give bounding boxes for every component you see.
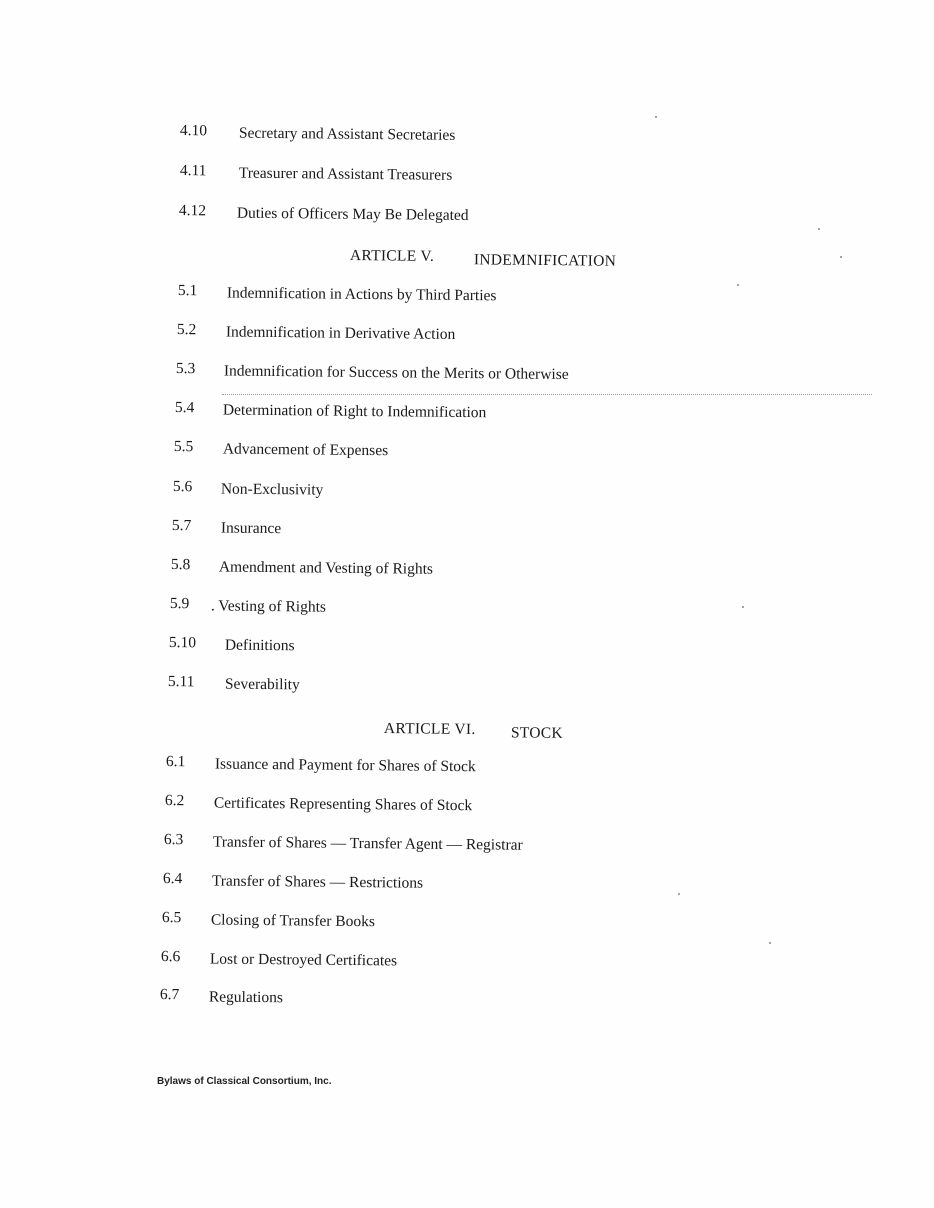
section-title: Secretary and Assistant Secretaries — [238, 124, 456, 144]
section-number: 6.3 — [163, 831, 184, 849]
section-title: Indemnification in Actions by Third Parties — [226, 284, 497, 305]
section-title: Indemnification for Success on the Merits or Otherwise — [223, 362, 569, 384]
section-title: Issuance and Payment for Shares of Stock — [214, 755, 476, 776]
section-title: Advancement of Expenses — [222, 440, 389, 460]
article-name: STOCK — [510, 724, 564, 742]
section-number: 6.2 — [164, 792, 185, 810]
section-title: Definitions — [224, 636, 295, 655]
section-number: 4.10 — [179, 122, 208, 140]
section-number: 5.7 — [171, 517, 192, 535]
scan-speck — [840, 256, 842, 258]
section-number: 5.10 — [168, 634, 197, 652]
section-number: 5.5 — [173, 438, 194, 456]
section-number: 6.5 — [161, 909, 182, 927]
section-title: Treasurer and Assistant Treasurers — [238, 164, 453, 184]
section-number: 5.3 — [175, 360, 196, 378]
section-number: 5.4 — [174, 399, 195, 417]
section-title: Transfer of Shares — Transfer Agent — Registrar — [212, 833, 523, 854]
article-label: ARTICLE VI. — [383, 720, 476, 738]
document-footer: Bylaws of Classical Consortium, Inc. — [157, 1076, 332, 1087]
section-title: . Vesting of Rights — [210, 597, 327, 616]
section-number: 5.2 — [176, 321, 197, 339]
section-number: 5.1 — [177, 282, 198, 300]
section-title: Closing of Transfer Books — [210, 911, 376, 931]
article-name: INDEMNIFICATION — [473, 251, 617, 270]
section-title: Severability — [224, 675, 300, 694]
section-title: Amendment and Vesting of Rights — [218, 558, 434, 578]
section-number: 6.6 — [160, 948, 181, 966]
section-number: 6.7 — [159, 986, 180, 1004]
section-number: 6.4 — [162, 870, 183, 888]
section-title: Regulations — [208, 988, 284, 1007]
section-number: 5.9 — [169, 595, 190, 613]
section-title: Lost or Destroyed Certificates — [209, 950, 398, 970]
section-title: Determination of Right to Indemnification — [222, 401, 487, 422]
scan-speck — [742, 606, 744, 608]
section-title: Transfer of Shares — Restrictions — [211, 872, 424, 892]
scan-speck — [769, 942, 771, 944]
section-title: Insurance — [220, 519, 282, 538]
section-number: 5.6 — [172, 478, 193, 496]
section-title: Non-Exclusivity — [220, 480, 324, 499]
scan-artifact-line — [222, 394, 872, 397]
section-number: 5.11 — [167, 673, 195, 691]
section-title: Certificates Representing Shares of Stock — [213, 794, 473, 815]
scan-speck — [678, 893, 680, 895]
section-title: Duties of Officers May Be Delegated — [236, 204, 469, 225]
scan-speck — [655, 116, 657, 118]
scan-speck — [818, 228, 820, 230]
article-label: ARTICLE V. — [349, 247, 435, 265]
scan-speck — [737, 284, 739, 286]
section-number: 5.8 — [170, 556, 191, 574]
section-title: Indemnification in Derivative Action — [225, 323, 456, 343]
section-number: 4.11 — [179, 162, 207, 180]
section-number: 4.12 — [178, 202, 207, 220]
section-number: 6.1 — [165, 753, 186, 771]
